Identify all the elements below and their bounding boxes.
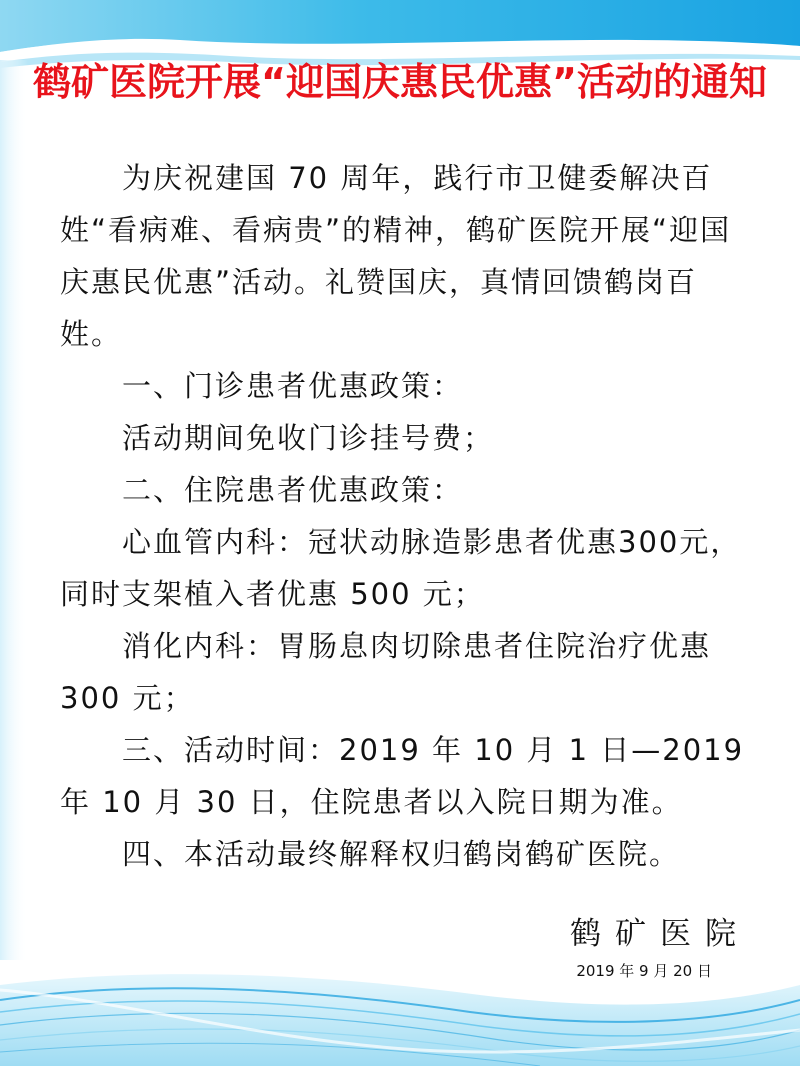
activity-period: 三、活动时间：2019 年 10 月 1 日—2019 年 10 月 30 日，住院患者以入院日期为准。 [60, 733, 745, 819]
signature-date: 2019 年 9 月 20 日 [576, 962, 712, 980]
outpatient-policy: 活动期间免收门诊挂号费； [122, 421, 495, 455]
section-inpatient-heading: 二、住院患者优惠政策： [122, 473, 464, 507]
final-interpretation: 四、本活动最终解释权归鹤岗鹤矿医院。 [122, 837, 681, 871]
bottom-wave-band [0, 974, 800, 1066]
cardiology-policy: 心血管内科：冠状动脉造影患者优惠300元，同时支架植入者优惠 500 元； [60, 525, 742, 611]
intro-paragraph: 为庆祝建国 70 周年，践行市卫健委解决百姓“看病难、看病贵”的精神，鹤矿医院开展“迎国庆惠民优惠”活动。礼赞国庆，真情回馈鹤岗百姓。 [60, 161, 732, 351]
notice-body [60, 152, 750, 880]
left-edge-fade [0, 60, 28, 960]
notice-title: 鹤矿医院开展“迎国庆惠民优惠”活动的通知 [33, 60, 767, 104]
signature-hospital: 鹤矿医院 [570, 916, 750, 952]
section-outpatient-heading: 一、门诊患者优惠政策： [122, 369, 464, 403]
gastro-policy: 消化内科：胃肠息肉切除患者住院治疗优惠 300 元； [60, 629, 712, 715]
